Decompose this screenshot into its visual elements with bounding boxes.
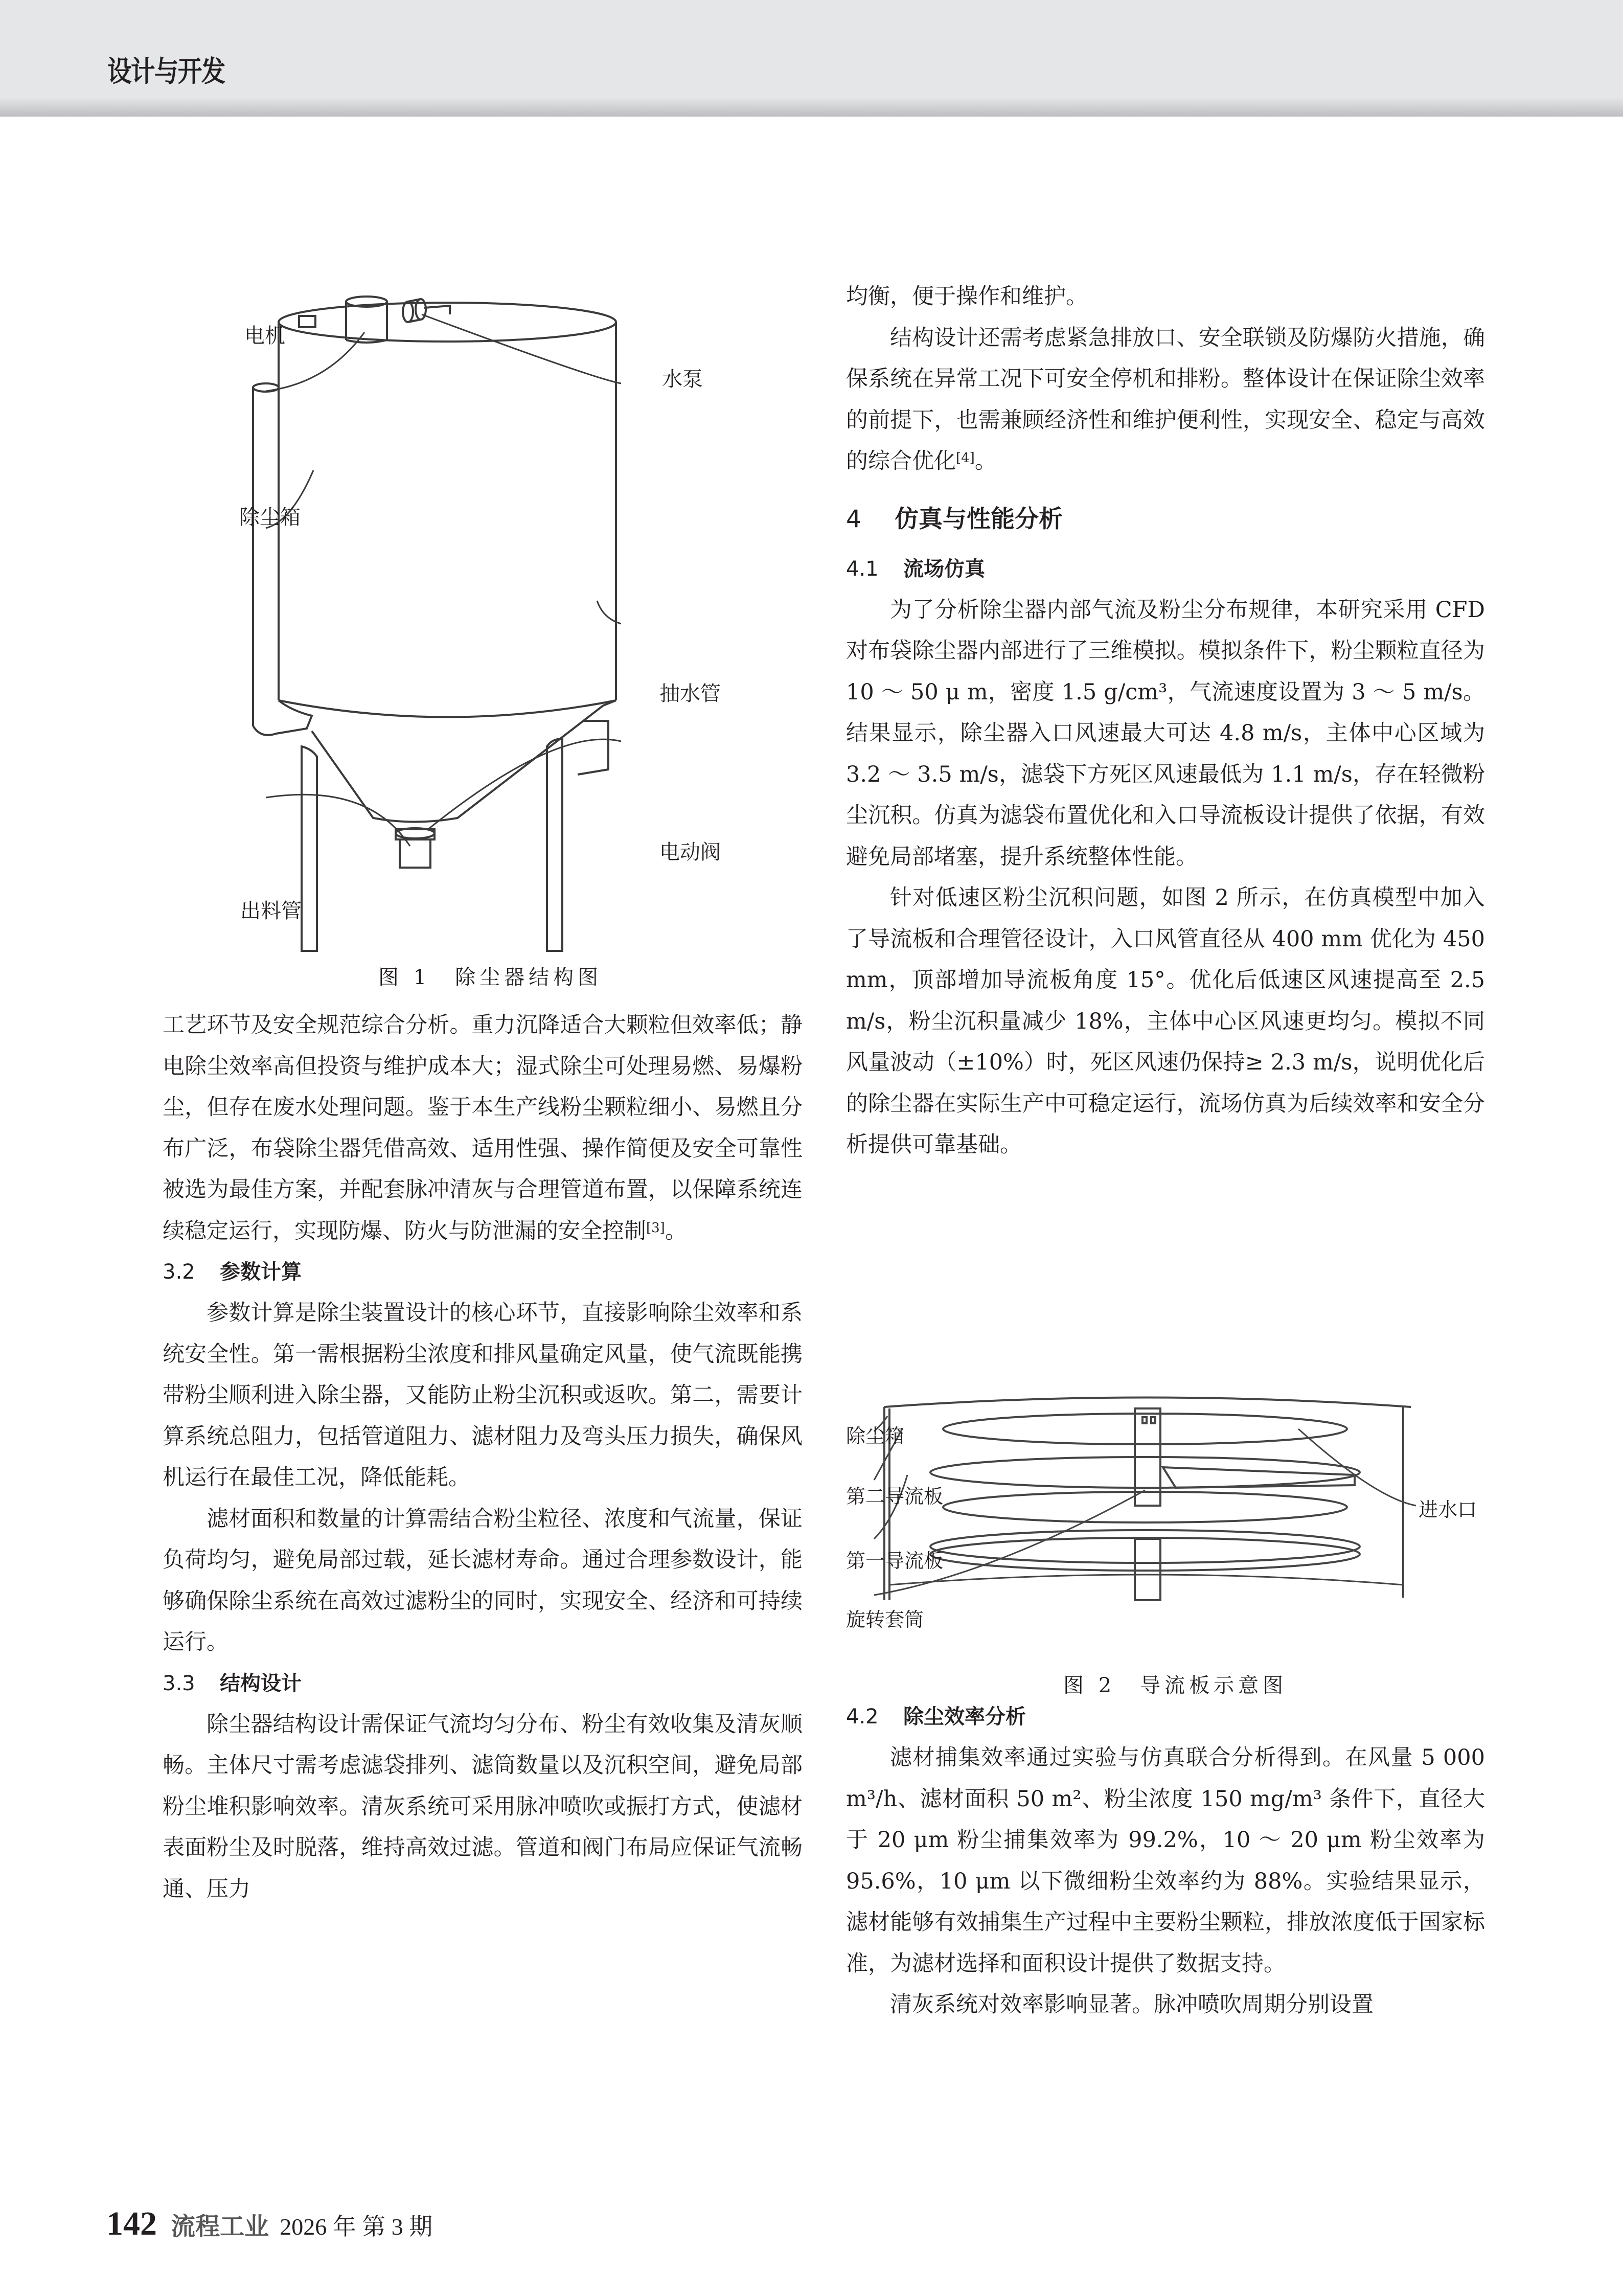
heading-3-3: 3.3 结构设计 [163, 1671, 302, 1695]
right-column-top [846, 276, 1485, 1166]
label-dust-box: 除尘箱 [239, 506, 301, 529]
section-title: 设计与开发 [107, 55, 225, 88]
heading-4: 4 仿真与性能分析 [846, 505, 1063, 533]
citation: [3] [646, 1220, 665, 1236]
issue-info: 2026 年 第 3 期 [280, 2214, 433, 2240]
citation: [4] [956, 450, 975, 466]
paragraph: 为了分析除尘器内部气流及粉尘分布规律，本研究采用 CFD 对布袋除尘器内部进行了三维模拟。模拟条件下，粉尘颗粒直径为 10 ～ 50 μ m，密度 1.5 g/cm³，气流速度设置为 3 ～ 5 m/s。结果显示，除尘器入口风速最大可达 4.8 m/s，主体中心区域为 3.2 ～ 3.5 m/s，滤袋下方死区风速最低为 1.1 m/s，存在轻微粉尘沉积。仿真为滤袋布置优化和入口导流板设计提供了依据，有效避免局部堵塞，提升系统整体性能。 [846, 597, 1485, 870]
heading-3-2: 3.2 参数计算 [163, 1260, 302, 1284]
label-water-inlet: 进水口 [1419, 1498, 1477, 1521]
page-number: 142 [106, 2205, 157, 2242]
label-pump: 水泵 [662, 368, 703, 391]
paragraph: 工艺环节及安全规范综合分析。重力沉降适合大颗粒但效率低；静电除尘效率高但投资与维护成本大；湿式除尘可处理易燃、易爆粉尘，但存在废水处理问题。鉴于本生产线粉尘颗粒细小、易燃且分布广泛，布袋除尘器凭借高效、适用性强、操作简便及安全可靠性被选为最佳方案，并配套脉冲清灰与合理管道布置，以保障系统连续稳定运行，实现防爆、防火与防泄漏的安全控制[3]。 [163, 1012, 803, 1244]
paragraph: 滤材面积和数量的计算需结合粉尘粒径、浓度和气流量，保证负荷均匀，避免局部过载，延长滤材寿命。通过合理参数设计，能够确保除尘系统在高效过滤粉尘的同时，实现安全、经济和可持续运行。 [163, 1506, 803, 1655]
figure-1 [225, 276, 746, 1002]
journal-name: 流程工业 [171, 2212, 269, 2241]
right-column-bottom [846, 1696, 1485, 2026]
paragraph: 针对低速区粉尘沉积问题，如图 2 所示，在仿真模型中加入了导流板和合理管径设计，入口风管直径从 400 mm 优化为 450 mm，顶部增加导流板角度 15°。优化后低速区风速提高至 2.5 m/s，粉尘沉积量减少 18%，主体中心区风速更均匀。模拟不同风量波动（±10%）时，死区风速仍保持≥ 2.3 m/s，说明优化后的除尘器在实际生产中可稳定运行，流场仿真为后续效率和安全分析提供可靠基础。 [846, 885, 1485, 1157]
label-first-guide-plate: 第一导流板 [846, 1550, 944, 1572]
figure-1-caption: 图 1 除尘器结构图 [378, 966, 603, 989]
heading-4-2: 4.2 除尘效率分析 [846, 1705, 1026, 1729]
label-dust-box: 除尘箱 [846, 1425, 905, 1447]
label-second-guide-plate: 第二导流板 [846, 1485, 944, 1508]
label-motor: 电机 [244, 324, 285, 348]
label-electric-valve: 电动阀 [659, 840, 721, 864]
heading-4-1: 4.1 流场仿真 [846, 557, 985, 581]
paragraph: 结构设计还需考虑紧急排放口、安全联锁及防爆防火措施，确保系统在异常工况下可安全停机和排粉。整体设计在保证除尘效率的前提下，也需兼顾经济性和维护便利性，实现安全、稳定与高效的综合优化[4]。 [846, 325, 1485, 474]
label-rotating-sleeve: 旋转套筒 [846, 1608, 924, 1631]
paragraph: 除尘器结构设计需保证气流均匀分布、粉尘有效收集及清灰顺畅。主体尺寸需考虑滤袋排列、滤筒数量以及沉积空间，避免局部粉尘堆积影响效率。清灰系统可采用脉冲喷吹或振打方式，使滤材表面粉尘及时脱落，维持高效过滤。管道和阀门布局应保证气流畅通、压力 [163, 1711, 803, 1902]
page-footer [106, 2204, 432, 2243]
figure-2-caption: 图 2 导流板示意图 [1063, 1674, 1288, 1697]
header-band [0, 0, 1623, 117]
label-discharge-pipe: 出料管 [240, 899, 302, 923]
guide-plate-diagram [838, 1380, 1493, 1708]
left-column [163, 1005, 803, 1909]
paragraph: 滤材捕集效率通过实验与仿真联合分析得到。在风量 5 000 m³/h、滤材面积 50 m²、粉尘浓度 150 mg/m³ 条件下，直径大于 20 μm 粉尘捕集效率为 99.2%，10 ～ 20 μm 粉尘效率为 95.6%，10 μm 以下微细粉尘效率约为 88%。实验结果显示，滤材能够有效捕集生产过程中主要粉尘颗粒，排放浓度低于国家标准，为滤材选择和面积设计提供了数据支持。 [846, 1745, 1485, 1976]
figure-2 [838, 1380, 1493, 1708]
paragraph: 清灰系统对效率影响显著。脉冲喷吹周期分别设置 [890, 1992, 1374, 2017]
paragraph: 均衡，便于操作和维护。 [846, 284, 1088, 309]
label-suction-pipe: 抽水管 [659, 682, 721, 706]
paragraph: 参数计算是除尘装置设计的核心环节，直接影响除尘效率和系统安全性。第一需根据粉尘浓度和排风量确定风量，使气流既能携带粉尘顺利进入除尘器，又能防止粉尘沉积或返吹。第二，需要计算系统总阻力，包括管道阻力、滤材阻力及弯头压力损失，确保风机运行在最佳工况，降低能耗。 [163, 1300, 803, 1490]
